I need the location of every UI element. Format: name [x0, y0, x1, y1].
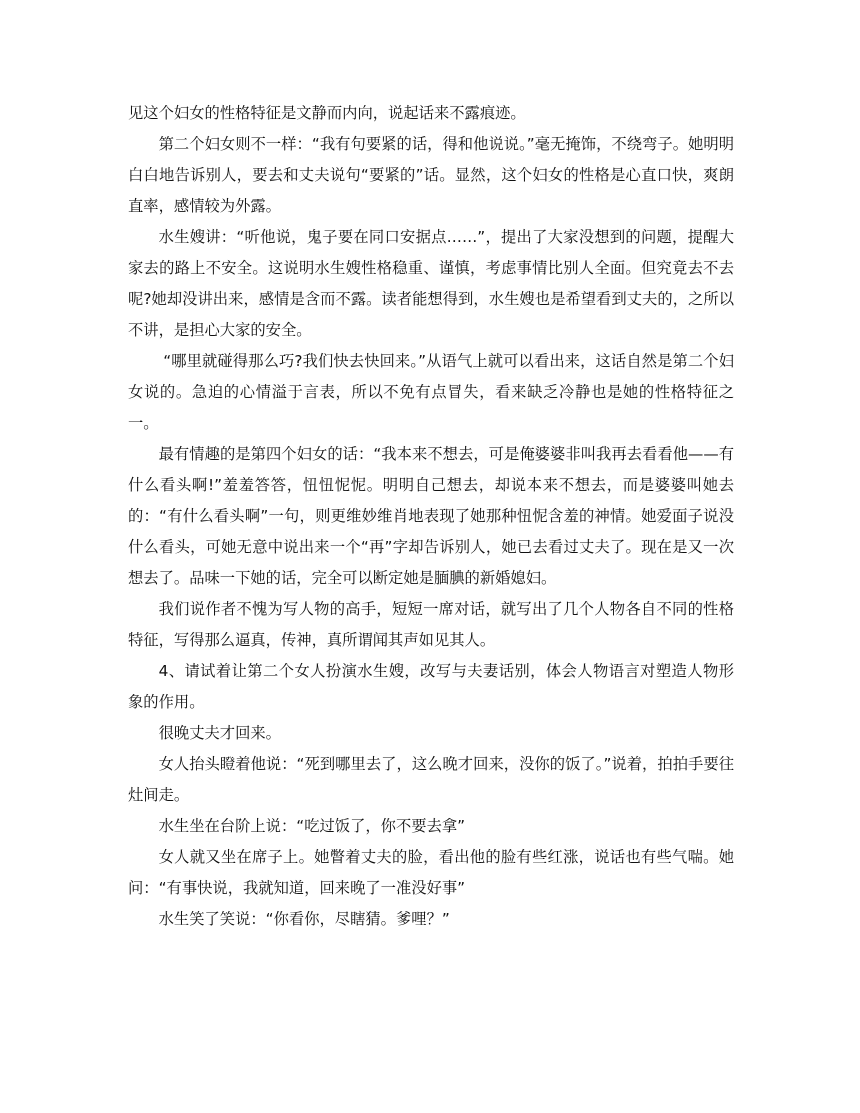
paragraph-8: 很晚丈夫才回来。 [158, 724, 281, 742]
paragraph-9: 女人抬头瞪着他说：“死到哪里去了，这么晚才回来，没你的饭了。”说着，拍拍手要往灶间走。 [128, 755, 734, 804]
paragraph-3: 水生嫂讲：“听他说，鬼子要在同口安据点……”，提出了大家没想到的问题，提醒大家去的路上不安全。这说明水生嫂性格稳重、谨慎，考虑事情比别人全面。但究竟去不去呢?她却没讲出来，感情是含而不露。读者能想得到，水生嫂也是希望看到丈夫的，之所以不讲，是担心大家的安全。 [128, 228, 734, 339]
paragraph-1: 见这个妇女的性格特征是文静而内向，说起话来不露痕迹。 [128, 104, 526, 122]
paragraph-2: 第二个妇女则不一样：“我有句要紧的话，得和他说说。”毫无掩饰，不绕弯子。她明明白白地告诉别人，要去和丈夫说句“要紧的”话。显然，这个妇女的性格是心直口快，爽朗直率，感情较为外露。 [128, 135, 734, 215]
paragraph-10: 水生坐在台阶上说：“吃过饭了，你不要去拿” [158, 817, 466, 835]
paragraph-11: 女人就又坐在席子上。她瞥着丈夫的脸，看出他的脸有些红涨，说话也有些气喘。她问：“有事快说，我就知道，回来晚了一准没好事” [128, 848, 734, 897]
question-4: 4、请试着让第二个女人扮演水生嫂，改写与夫妻话别，体会人物语言对塑造人物形象的作用。 [128, 662, 734, 711]
paragraph-5: 最有情趣的是第四个妇女的话：“我本来不想去，可是俺婆婆非叫我再去看看他——有什么看头啊!”羞羞答答，忸忸怩怩。明明自己想去，却说本来不想去，而是婆婆叫她去的：“有什么看头啊”一句，则更维妙维肖地表现了她那种忸怩含羞的神情。她爱面子说没什么看头，可她无意中说出来一个“再”字却告诉别人，她已去看过丈夫了。现在是又一次想去了。品味一下她的话，完全可以断定她是腼腆的新婚媳妇。 [128, 445, 734, 587]
paragraph-6: 我们说作者不愧为写人物的高手，短短一席对话，就写出了几个人物各自不同的性格特征，写得那么逼真，传神，真所谓闻其声如见其人。 [128, 600, 734, 649]
document-page [128, 98, 734, 935]
paragraph-12: 水生笑了笑说：“你看你，尽瞎猜。爹哩？” [158, 910, 450, 928]
paragraph-4: “哪里就碰得那么巧?我们快去快回来。”从语气上就可以看出来，这话自然是第二个妇女说的。急迫的心情溢于言表，所以不免有点冒失，看来缺乏冷静也是她的性格特征之一。 [128, 352, 734, 432]
